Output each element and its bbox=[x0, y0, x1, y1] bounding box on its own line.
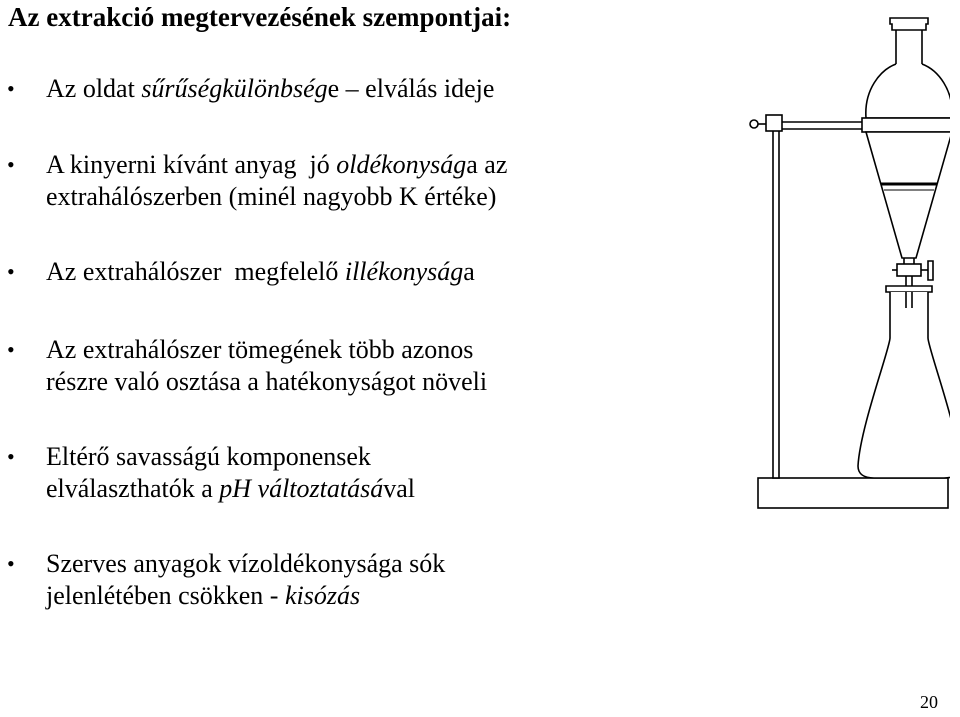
bullet-marker: • bbox=[7, 551, 15, 576]
bullet-marker: • bbox=[7, 259, 15, 284]
bullet-text bbox=[46, 73, 494, 105]
bullet-line bbox=[46, 73, 494, 105]
bullet-text bbox=[46, 548, 445, 612]
italic-term: pH változtatásá bbox=[219, 474, 384, 503]
bullet-line bbox=[46, 473, 415, 505]
text-run: val bbox=[383, 474, 415, 503]
text-run: Szerves anyagok vízoldékonysága sók bbox=[46, 549, 446, 578]
text-run: részre való osztása a hatékonyságot növeli bbox=[46, 367, 488, 396]
page-number: 20 bbox=[920, 692, 938, 712]
italic-term: oldékonyság bbox=[336, 150, 467, 179]
bullet-line bbox=[46, 149, 507, 181]
bullet-line bbox=[46, 441, 415, 473]
text-run: e – elválás ideje bbox=[327, 74, 495, 103]
bullet-text bbox=[46, 149, 507, 213]
italic-term: illékonyság bbox=[344, 257, 464, 286]
italic-term: sűrűségkülönbség bbox=[141, 74, 328, 103]
text-run: a bbox=[463, 257, 475, 286]
bullet-line bbox=[46, 548, 445, 580]
text-run: A kinyerni kívánt anyag jó bbox=[46, 150, 337, 179]
text-run: a az bbox=[466, 150, 508, 179]
bullet-marker: • bbox=[7, 337, 15, 362]
stand-rod bbox=[773, 120, 779, 478]
bullet-line bbox=[46, 181, 507, 213]
bullet-text bbox=[46, 334, 487, 398]
bullet-line bbox=[46, 366, 487, 398]
separatory-funnel-apparatus bbox=[740, 8, 950, 513]
text-run: Az extrahálószer megfelelő bbox=[46, 257, 345, 286]
bullet-text bbox=[46, 441, 415, 505]
erlenmeyer-flask bbox=[858, 286, 950, 478]
bullet-line bbox=[46, 580, 445, 612]
bullet-text bbox=[46, 256, 475, 288]
separatory-funnel bbox=[862, 18, 950, 298]
stand-base bbox=[758, 478, 948, 508]
text-run: Eltérő savasságú komponensek bbox=[46, 442, 371, 471]
clamp-arm bbox=[750, 115, 870, 131]
bullet-marker: • bbox=[7, 444, 15, 469]
text-run: jelenlétében csökken - bbox=[46, 581, 285, 610]
text-run: Az extrahálószer tömegének több azonos bbox=[46, 335, 474, 364]
text-run: Az oldat bbox=[46, 74, 142, 103]
slide-title: Az extrakció megtervezésének szempontjai: bbox=[8, 2, 512, 32]
bullet-marker: • bbox=[7, 152, 15, 177]
italic-term: kisózás bbox=[284, 581, 361, 610]
text-run: extrahálószerben (minél nagyobb K értéke) bbox=[46, 182, 497, 211]
text-run: elválaszthatók a bbox=[46, 474, 220, 503]
bullet-line bbox=[46, 334, 487, 366]
bullet-line bbox=[46, 256, 475, 288]
bullet-marker: • bbox=[7, 76, 15, 101]
